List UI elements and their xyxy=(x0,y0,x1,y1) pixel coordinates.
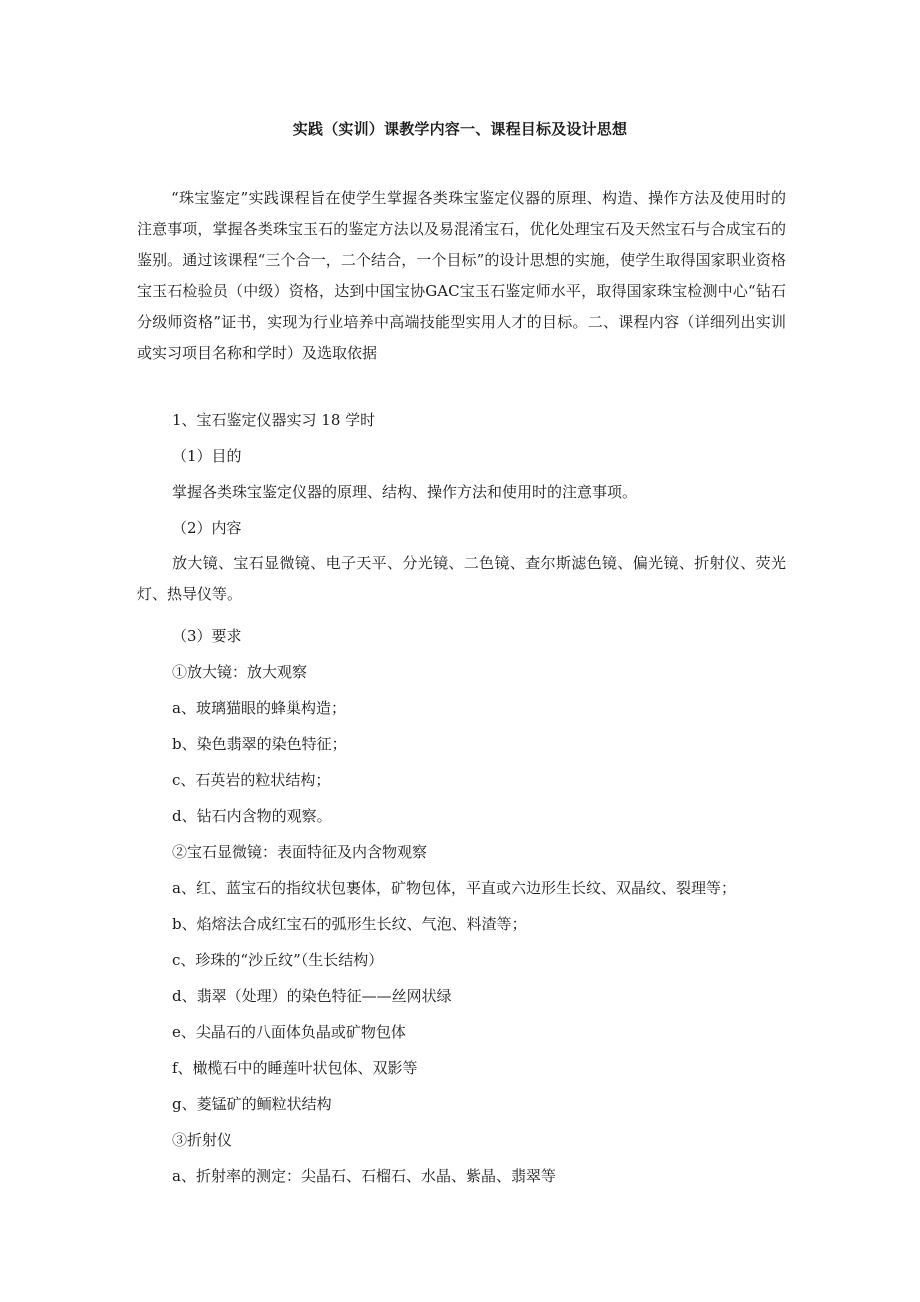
list-item: c、石英岩的粒状结构； xyxy=(172,771,331,789)
list-item: d、钻石内含物的观察。 xyxy=(172,807,332,825)
requirements-heading: （3）要求 xyxy=(172,627,242,645)
list-item: d、翡翠（处理）的染色特征——丝网状绿 xyxy=(172,987,452,1005)
list-item: a、玻璃猫眼的蜂巢构造； xyxy=(172,699,346,717)
list-item: c、珍珠的“沙丘纹”（生长结构） xyxy=(172,951,384,969)
list-item: g、菱锰矿的鲕粒状结构 xyxy=(172,1095,332,1113)
magnifier-heading: ①放大镜：放大观察 xyxy=(172,663,308,681)
refractometer-heading: ③折射仪 xyxy=(172,1131,233,1149)
list-item: a、红、蓝宝石的指纹状包裹体，矿物包体，平直或六边形生长纹、双晶纹、裂理等； xyxy=(172,879,736,897)
section1-heading: 1、宝石鉴定仪器实习 18 学时 xyxy=(172,411,376,429)
purpose-text: 掌握各类珠宝鉴定仪器的原理、结构、操作方法和使用时的注意事项。 xyxy=(172,483,638,501)
list-item: b、焰熔法合成红宝石的弧形生长纹、气泡、料渣等； xyxy=(172,915,527,933)
list-item: e、尖晶石的八面体负晶或矿物包体 xyxy=(172,1023,406,1041)
content-heading: （2）内容 xyxy=(172,519,242,537)
microscope-heading: ②宝石显微镜：表面特征及内含物观察 xyxy=(172,843,428,861)
list-item: b、染色翡翠的染色特征； xyxy=(172,735,347,753)
content-text: 放大镜、宝石显微镜、电子天平、分光镜、二色镜、查尔斯滤色镜、偏光镜、折射仪、荧光灯、热导仪等。 xyxy=(137,554,786,603)
list-item: a、折射率的测定：尖晶石、石榴石、水晶、紫晶、翡翠等 xyxy=(172,1167,556,1185)
intro-paragraph: “珠宝鉴定”实践课程旨在使学生掌握各类珠宝鉴定仪器的原理、构造、操作方法及使用时的注意事项，掌握各类珠宝玉石的鉴定方法以及易混淆宝石，优化处理宝石及天然宝石与合成宝石的鉴别。通过该课程“三个合一，二个结合，一个目标”的设计思想的实施，使学生取得国家职业资格宝玉石检验员（中级）资格，达到中国宝协GAC宝玉石鉴定师水平，取得国家珠宝检测中心“钻石分级师资格”证书，实现为行业培养中高端技能型实用人才的目标。二、课程内容（详细列出实训或实习项目名称和学时）及选取依据 xyxy=(137,189,786,362)
purpose-heading: （1）目的 xyxy=(172,447,242,465)
list-item: f、橄榄石中的睡莲叶状包体、双影等 xyxy=(172,1059,418,1077)
document-title: 实践（实训）课教学内容一、课程目标及设计思想 xyxy=(292,120,628,138)
